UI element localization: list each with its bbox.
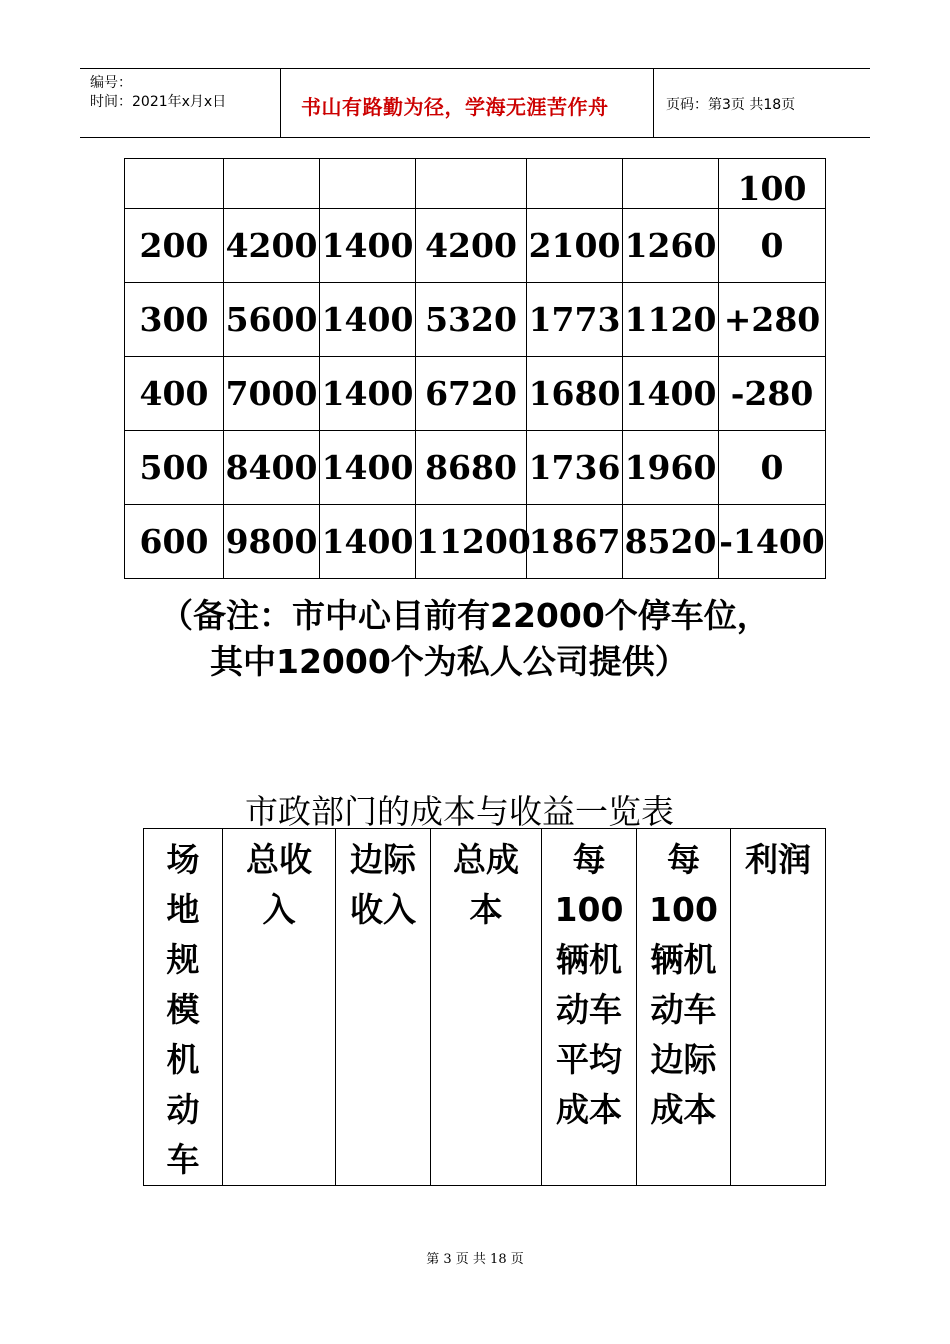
table-cell: 11200 (416, 505, 527, 579)
table-cell: 0 (719, 431, 826, 505)
table-cell: 1773 (527, 283, 623, 357)
table-cell: 9800 (224, 505, 320, 579)
table-row (125, 431, 826, 505)
header-cell-marginal-cost: 每 100 辆机 动车 边际 成本 (637, 829, 731, 1186)
table-cell: 5600 (224, 283, 320, 357)
table-cell: 1680 (527, 357, 623, 431)
note-line-2: 其中12000个为私人公司提供） (210, 642, 688, 681)
parking-data-table (124, 158, 826, 579)
table-cell: 1400 (320, 283, 416, 357)
table-cell: +280 (719, 283, 826, 357)
table-row (125, 357, 826, 431)
table-cell: 2100 (527, 209, 623, 283)
table-cell: -1400 (719, 505, 826, 579)
table-row (125, 283, 826, 357)
table-cell: 4200 (224, 209, 320, 283)
table-cell: -280 (719, 357, 826, 431)
table-cell: 4200 (416, 209, 527, 283)
header-cell-scale: 场 地 规 模 机 动 车 (144, 829, 223, 1186)
table-row (125, 209, 826, 283)
serial-label: 编号： (90, 75, 132, 91)
table-cell: 300 (125, 283, 224, 357)
header-middle-cell (281, 69, 654, 137)
header-cell-total-revenue: 总收 入 (223, 829, 336, 1186)
page-footer: 第 3 页 共 18 页 (426, 1252, 524, 1267)
page-header (80, 68, 870, 138)
header-cell-profit: 利润 (731, 829, 826, 1186)
table-cell: 400 (125, 357, 224, 431)
table-cell: 1960 (623, 431, 719, 505)
table-cell: 1120 (623, 283, 719, 357)
header-cell-total-cost: 总成 本 (431, 829, 542, 1186)
table-row (125, 505, 826, 579)
table-cell: 1400 (320, 505, 416, 579)
table-cell (623, 159, 719, 209)
cost-revenue-table (143, 828, 826, 1186)
table-cell: 8400 (224, 431, 320, 505)
table-cell: 1400 (320, 431, 416, 505)
header-cell-average-cost: 每 100 辆机 动车 平均 成本 (542, 829, 637, 1186)
table-cell: 1867 (527, 505, 623, 579)
table-header-row (144, 829, 826, 1186)
motto-text: 书山有路勤为径，学海无涯苦作舟 (301, 95, 609, 119)
table-cell: 0 (719, 209, 826, 283)
header-cell-marginal-revenue: 边际 收入 (336, 829, 431, 1186)
table-cell: 7000 (224, 357, 320, 431)
table-cell: 1736 (527, 431, 623, 505)
table-cell: 500 (125, 431, 224, 505)
table-cell: 5320 (416, 283, 527, 357)
table-cell (320, 159, 416, 209)
table-cell: 1400 (320, 209, 416, 283)
table-cell (527, 159, 623, 209)
table-cell: 8680 (416, 431, 527, 505)
table-cell (125, 159, 224, 209)
table-caption: 市政部门的成本与收益一览表 (245, 792, 674, 831)
table-cell: 1400 (320, 357, 416, 431)
table-cell: 100 (719, 159, 826, 209)
table-cell: 1260 (623, 209, 719, 283)
header-right-cell (654, 69, 870, 137)
note-line-1: （备注：市中心目前有22000个停车位， (160, 596, 770, 635)
table-cell: 6720 (416, 357, 527, 431)
table-cell: 600 (125, 505, 224, 579)
table-cell: 200 (125, 209, 224, 283)
header-left-cell (80, 69, 281, 137)
table-cell: 8520 (623, 505, 719, 579)
table-cell (224, 159, 320, 209)
table-row (125, 159, 826, 209)
page-info: 页码：第3页 共18页 (666, 97, 796, 113)
time-label: 时间：2021年x月x日 (90, 94, 227, 110)
table-cell (416, 159, 527, 209)
table-cell: 1400 (623, 357, 719, 431)
